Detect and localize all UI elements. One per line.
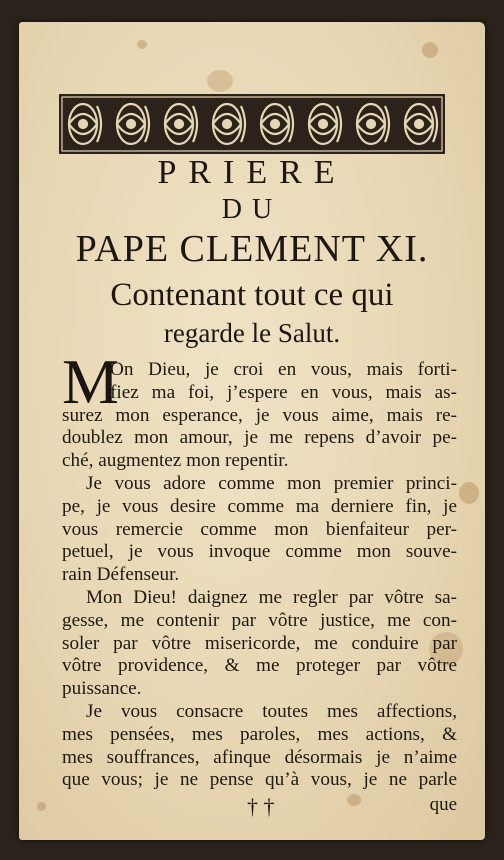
text-line: que vous; je ne pense qu’à vous, je ne parle bbox=[62, 769, 457, 791]
text-line: doublez mon amour, je me repens d’avoir pe- bbox=[62, 427, 457, 449]
foxing-spot bbox=[37, 802, 46, 811]
foxing-spot bbox=[422, 42, 438, 58]
text-line: vous remercie comme mon bienfaiteur per- bbox=[62, 518, 457, 540]
text-line: mes souffrances, afinque désormais je n’aime bbox=[62, 746, 457, 768]
text-line: ché, augmentez mon repentir. bbox=[62, 450, 289, 472]
title-line-pape: PAPE CLEMENT XI. bbox=[75, 228, 429, 270]
text-line: vôtre providence, & me proteger par vôtre bbox=[62, 655, 457, 677]
decorative-headpiece bbox=[59, 94, 445, 154]
paragraph-1 bbox=[62, 359, 457, 473]
text-line: mes pensées, mes paroles, mes actions, & bbox=[62, 723, 457, 745]
title-line-du: DU bbox=[221, 194, 283, 225]
text-line: Je vous consacre toutes mes affections, bbox=[86, 700, 457, 722]
foxing-spot bbox=[459, 482, 479, 504]
paragraph-2 bbox=[62, 473, 457, 587]
foxing-spot bbox=[347, 794, 361, 806]
foxing-spot bbox=[137, 40, 147, 49]
title-line-priere: PRIERE bbox=[157, 154, 347, 191]
paragraph-4 bbox=[62, 701, 457, 792]
crosses-ornament: † † bbox=[247, 794, 275, 819]
text-line: fiez ma foi, j’espere en vous, mais as- bbox=[110, 381, 457, 403]
prayer-text bbox=[62, 346, 457, 792]
subtitle-line-2: regarde le Salut. bbox=[163, 318, 341, 348]
text-line: Je vous adore comme mon premier princi- bbox=[86, 472, 457, 494]
text-line: pe, je vous desire comme ma derniere fin, je bbox=[62, 495, 457, 517]
drop-capital: M bbox=[62, 346, 119, 417]
text-line: gesse, me contenir par vôtre justice, me con- bbox=[62, 609, 457, 631]
subtitle-line-1: Contenant tout ce qui bbox=[110, 277, 394, 313]
text-line: On Dieu, je croi en vous, mais forti- bbox=[110, 359, 457, 380]
text-line: surez mon esperance, je vous aime, mais re- bbox=[62, 404, 457, 426]
catchword: que bbox=[429, 794, 457, 815]
text-line: rain Défenseur. bbox=[62, 564, 180, 586]
printed-page bbox=[19, 22, 485, 840]
text-line: puissance. bbox=[62, 678, 142, 700]
text-line: petuel, je vous invoque comme mon souve- bbox=[62, 541, 457, 563]
paragraph-3 bbox=[62, 587, 457, 701]
text-line: Mon Dieu! daignez me regler par vôtre sa- bbox=[86, 586, 457, 608]
text-line: soler par vôtre misericorde, me conduire par bbox=[62, 632, 457, 654]
foxing-spot bbox=[207, 70, 233, 92]
